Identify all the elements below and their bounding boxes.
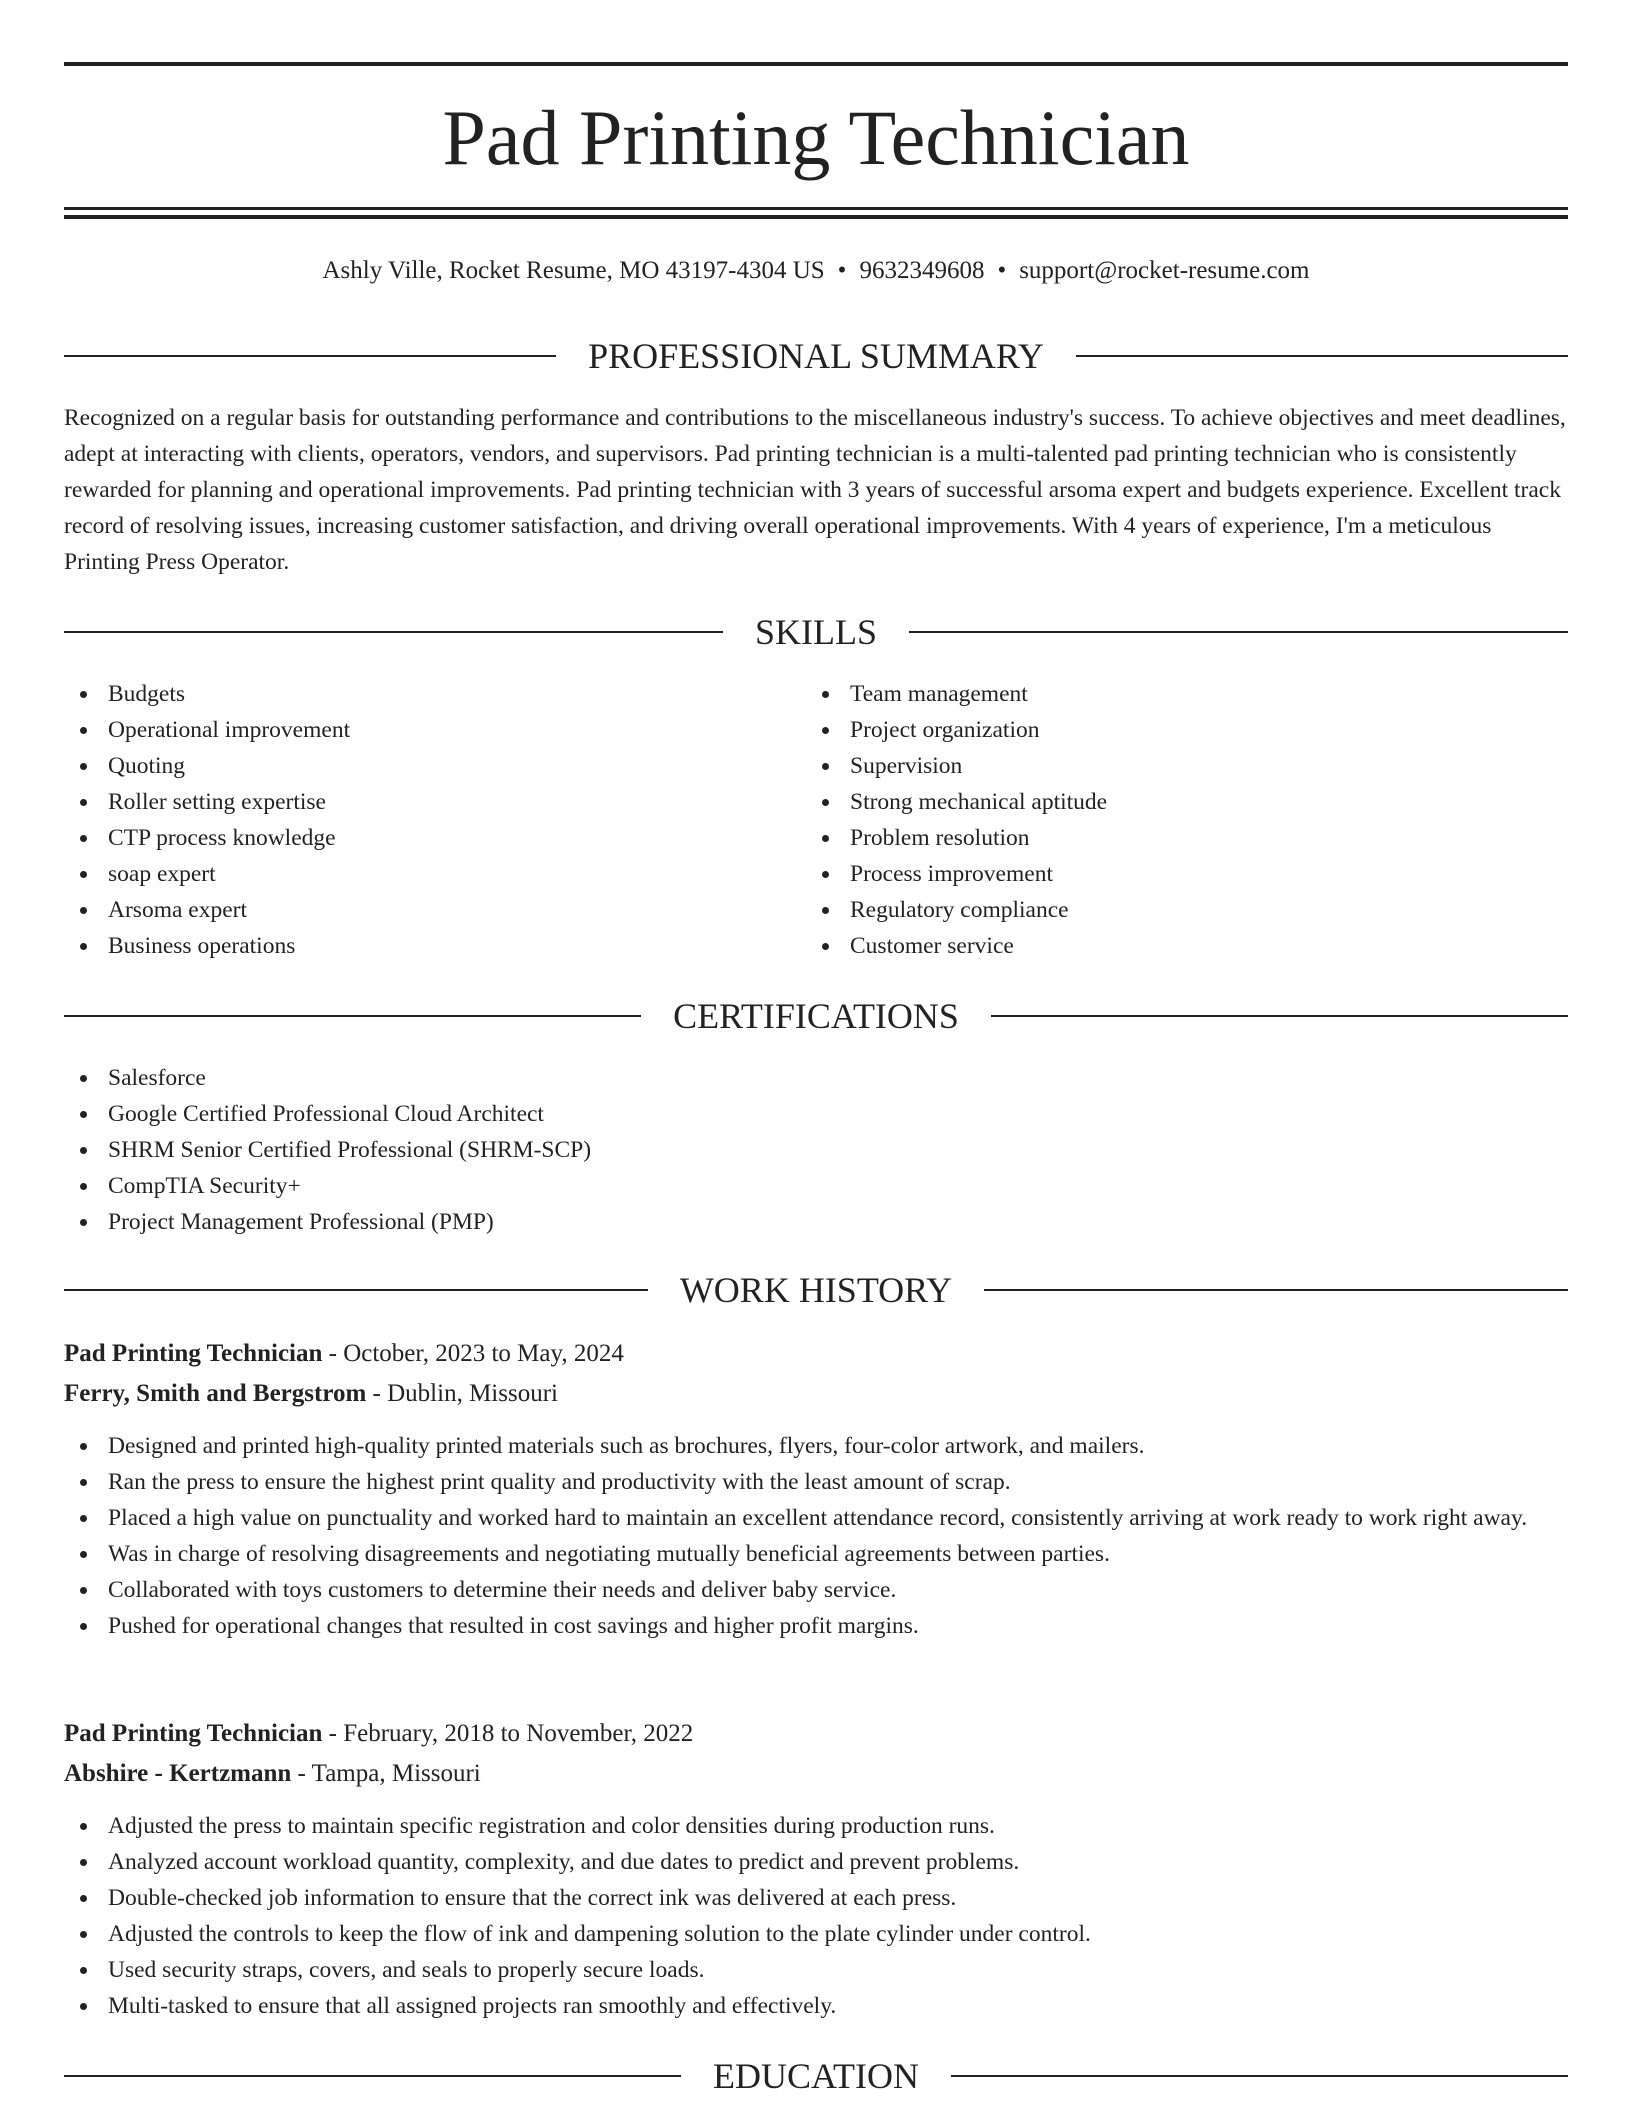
job-duty-item: Adjusted the press to maintain specific registration and color densities during production runs.	[64, 1808, 1568, 1844]
section-header-certifications	[64, 994, 1568, 1038]
section-title: CERTIFICATIONS	[673, 996, 959, 1036]
job-duty-item: Adjusted the controls to keep the flow of ink and dampening solution to the plate cylinder under control.	[64, 1916, 1568, 1952]
skill-item: Process improvement	[806, 856, 1526, 892]
certifications-list	[64, 1060, 1568, 1240]
job-title-line	[64, 1336, 624, 1372]
job-duties-list	[64, 1808, 1568, 2024]
job-location: - Tampa, Missouri	[291, 1760, 481, 1787]
skill-item: Problem resolution	[806, 820, 1526, 856]
job-dates: - February, 2018 to November, 2022	[322, 1720, 694, 1747]
job-duty-item: Designed and printed high-quality printed materials such as brochures, flyers, four-color artwork, and mailers.	[64, 1428, 1568, 1464]
job-company-line	[64, 1376, 558, 1412]
resume-title: Pad Printing Technician	[442, 94, 1190, 181]
section-header-education	[64, 2054, 1568, 2098]
job-dates: - October, 2023 to May, 2024	[322, 1340, 624, 1367]
job-duty-item: Placed a high value on punctuality and worked hard to maintain an excellent attendance record, consistently arriving at work ready to work right away.	[64, 1500, 1568, 1536]
certification-item: CompTIA Security+	[64, 1168, 1568, 1204]
job-duties-list	[64, 1428, 1568, 1644]
divider-line	[909, 631, 1568, 633]
divider-line	[64, 355, 556, 357]
skill-item: Business operations	[64, 928, 784, 964]
skill-item: Project organization	[806, 712, 1526, 748]
job-title: Pad Printing Technician	[64, 1720, 323, 1747]
job-duty-item: Ran the press to ensure the highest print quality and productivity with the least amount of scrap.	[64, 1464, 1568, 1500]
job-title-line	[64, 1716, 693, 1752]
skill-item: Arsoma expert	[64, 892, 784, 928]
section-title: WORK HISTORY	[679, 1270, 953, 1310]
section-header-summary	[64, 334, 1568, 378]
job-location: - Dublin, Missouri	[366, 1380, 558, 1407]
job-duty-item: Pushed for operational changes that resulted in cost savings and higher profit margins.	[64, 1608, 1568, 1644]
skill-item: Customer service	[806, 928, 1526, 964]
divider-line	[64, 631, 723, 633]
skill-item: Quoting	[64, 748, 784, 784]
section-title: EDUCATION	[713, 2056, 919, 2096]
skills-list-right	[806, 676, 1526, 964]
section-header-work-history	[64, 1268, 1568, 1312]
contact-email: support@rocket-resume.com	[1019, 257, 1310, 284]
certification-item: Google Certified Professional Cloud Architect	[64, 1096, 1568, 1132]
skill-item: Team management	[806, 676, 1526, 712]
title-rule-upper	[64, 207, 1568, 210]
skill-item: Operational improvement	[64, 712, 784, 748]
skill-item: Strong mechanical aptitude	[806, 784, 1526, 820]
job-duty-item: Used security straps, covers, and seals to properly secure loads.	[64, 1952, 1568, 1988]
skill-item: soap expert	[64, 856, 784, 892]
divider-line	[951, 2075, 1568, 2077]
section-header-skills	[64, 610, 1568, 654]
divider-line	[64, 1015, 641, 1017]
job-duty-item: Double-checked job information to ensure that the correct ink was delivered at each press.	[64, 1880, 1568, 1916]
contact-separator: •	[837, 257, 847, 284]
job-company-line	[64, 1756, 481, 1792]
contact-line	[64, 254, 1568, 288]
job-company: Abshire - Kertzmann	[64, 1760, 292, 1787]
job-duty-item: Multi-tasked to ensure that all assigned projects ran smoothly and effectively.	[64, 1988, 1568, 2024]
divider-line	[64, 2075, 681, 2077]
job-company: Ferry, Smith and Bergstrom	[64, 1380, 367, 1407]
contact-separator: •	[997, 257, 1007, 284]
skill-item: Roller setting expertise	[64, 784, 784, 820]
title-rule-lower	[64, 215, 1568, 219]
job-duty-item: Was in charge of resolving disagreements and negotiating mutually beneficial agreements between parties.	[64, 1536, 1568, 1572]
certification-item: Salesforce	[64, 1060, 1568, 1096]
certification-item: Project Management Professional (PMP)	[64, 1204, 1568, 1240]
divider-line	[984, 1289, 1568, 1291]
skill-item: Supervision	[806, 748, 1526, 784]
certification-item: SHRM Senior Certified Professional (SHRM-SCP)	[64, 1132, 1568, 1168]
contact-address: Ashly Ville, Rocket Resume, MO 43197-4304 US	[322, 257, 825, 284]
divider-line	[1076, 355, 1568, 357]
divider-line	[64, 1289, 648, 1291]
divider-line	[991, 1015, 1568, 1017]
skills-list-left	[64, 676, 784, 964]
skill-item: Regulatory compliance	[806, 892, 1526, 928]
job-title: Pad Printing Technician	[64, 1340, 323, 1367]
job-duty-item: Collaborated with toys customers to determine their needs and deliver baby service.	[64, 1572, 1568, 1608]
top-rule	[64, 62, 1568, 66]
section-title: SKILLS	[755, 612, 878, 652]
skill-item: Budgets	[64, 676, 784, 712]
summary-paragraph: Recognized on a regular basis for outstanding performance and contributions to the miscellaneous industry's success. To achieve objectives and meet deadlines, adept at interacting with clients, operators, vendors, and supervisors. Pad printing technician is a multi-talented pad printing technician who is consistently rewarded for planning and operational improvements. Pad printing technician with 3 years of successful arsoma expert and budgets experience. Excellent track record of resolving issues, increasing customer satisfaction, and driving overall operational improvements. With 4 years of experience, I'm a meticulous Printing Press Operator.	[64, 405, 1566, 575]
job-duty-item: Analyzed account workload quantity, complexity, and due dates to predict and prevent problems.	[64, 1844, 1568, 1880]
section-title: PROFESSIONAL SUMMARY	[588, 336, 1044, 376]
contact-phone: 9632349608	[859, 257, 985, 284]
skill-item: CTP process knowledge	[64, 820, 784, 856]
